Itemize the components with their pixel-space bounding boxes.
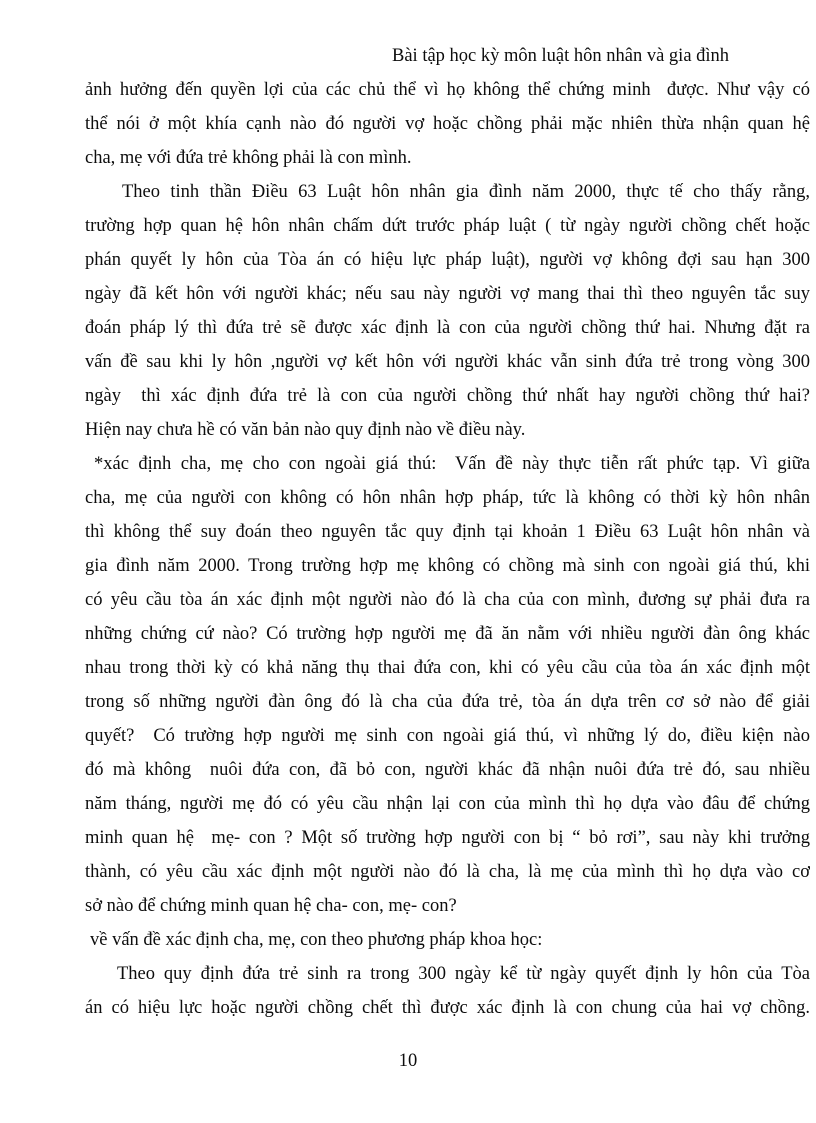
text-line: trường hợp quan hệ hôn nhân chấm dứt trước pháp luật ( từ ngày người chồng chết hoặc <box>85 216 810 236</box>
text-line: phán quyết ly hôn của Tòa án có hiệu lực pháp luật), người vợ không đợi sau hạn 300 <box>85 250 810 270</box>
text-line: Theo quy định đứa trẻ sinh ra trong 300 ngày kể từ ngày quyết định ly hôn của Tòa <box>117 964 810 984</box>
text-line: đó mà không nuôi đứa con, đã bỏ con, người khác đã nhận nuôi đứa trẻ đó, sau nhiều <box>85 760 810 780</box>
text-line: cha, mẹ của người con không có hôn nhân hợp pháp, tức là không có thời kỳ hôn nhân <box>85 488 810 508</box>
text-line: trong số những người đàn ông đó là cha của đứa trẻ, tòa án dựa trên cơ sở nào để giải <box>85 692 810 712</box>
text-line: *xác định cha, mẹ cho con ngoài giá thú: Vấn đề này thực tiễn rất phức tạp. Vì giữa <box>94 454 810 474</box>
text-line: minh quan hệ mẹ- con ? Một số trường hợp người con bị “ bỏ rơi”, sau này khi trưởng <box>85 828 810 848</box>
text-line: Hiện nay chưa hề có văn bản nào quy định nào về điều này. <box>85 420 526 440</box>
text-line: quyết? Có trường hợp người mẹ sinh con ngoài giá thú, vì những lý do, điều kiện nào <box>85 726 810 746</box>
text-line: Theo tinh thần Điều 63 Luật hôn nhân gia đình năm 2000, thực tế cho thấy rằng, <box>122 182 810 202</box>
text-line: vấn đề sau khi ly hôn ,người vợ kết hôn với người khác vẫn sinh đứa trẻ trong vòng 300 <box>85 352 810 372</box>
text-line: có yêu cầu tòa án xác định một người nào đó là cha của con mình, đương sự phải đưa ra <box>85 590 810 610</box>
text-line: năm tháng, người mẹ đó có yêu cầu nhận lại con của mình thì họ dựa vào đâu để chứng <box>85 794 810 814</box>
text-line: ngày thì xác định đứa trẻ là con của người chồng thứ nhất hay người chồng thứ hai? <box>85 386 810 406</box>
text-line: đoán pháp lý thì đứa trẻ sẽ được xác định là con của người chồng thứ hai. Nhưng đặt ra <box>85 318 810 338</box>
text-line: cha, mẹ với đứa trẻ không phải là con mình. <box>85 148 412 168</box>
text-line: gia đình năm 2000. Trong trường hợp mẹ không có chồng mà sinh con ngoài giá thú, khi <box>85 556 810 576</box>
text-line: ảnh hưởng đến quyền lợi của các chủ thể vì họ không thể chứng minh được. Như vậy có <box>85 80 810 100</box>
text-line: về vấn đề xác định cha, mẹ, con theo phương pháp khoa học: <box>90 930 543 950</box>
text-line: thành, có yêu cầu xác định một người nào đó là cha, là mẹ của mình thì họ dựa vào cơ <box>85 862 810 882</box>
text-line: thể nói ở một khía cạnh nào đó người vợ hoặc chồng phải mặc nhiên thừa nhận quan hệ <box>85 114 810 134</box>
document-body <box>85 73 810 1025</box>
document-content <box>85 39 810 1025</box>
running-header: Bài tập học kỳ môn luật hôn nhân và gia đình <box>392 46 730 66</box>
text-line: những chứng cứ nào? Có trường hợp người mẹ đã ăn nằm với nhiều người đàn ông khác <box>85 624 810 644</box>
text-line: án có hiệu lực hoặc người chồng chết thì được xác định là con chung của hai vợ chồng. <box>85 998 810 1018</box>
text-line: sở nào để chứng minh quan hệ cha- con, mẹ- con? <box>85 896 457 916</box>
text-line: nhau trong thời kỳ có khả năng thụ thai đứa con, khi có yêu cầu của tòa án xác định một <box>85 658 810 678</box>
text-line: thì không thể suy đoán theo nguyên tắc quy định tại khoản 1 Điều 63 Luật hôn nhân và <box>85 522 810 542</box>
page-number: 10 <box>398 1051 418 1071</box>
text-line: ngày đã kết hôn với người khác; nếu sau này người vợ mang thai thì theo nguyên tắc suy <box>85 284 810 304</box>
